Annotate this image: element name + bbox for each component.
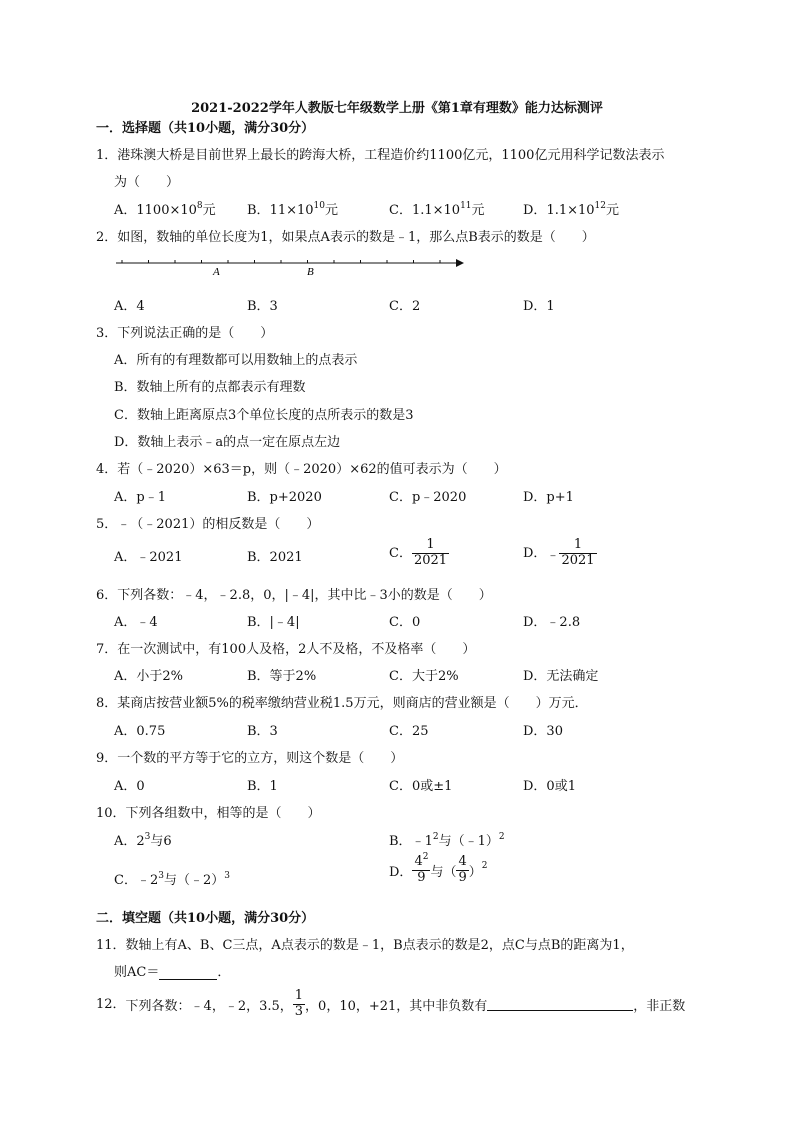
question-number: 5． — [96, 517, 118, 532]
option-c: C．0或±1 — [389, 779, 453, 794]
question-1 — [96, 144, 664, 163]
option-c: C．大于2% — [389, 669, 459, 684]
question-text: 在一次测试中，有100人及格，2人不及格，不及格率（ ） — [117, 642, 476, 657]
question-number: 10． — [96, 806, 126, 821]
question-text: 如图，数轴的单位长度为1，如果点A表示的数是﹣1，那么点B表示的数是（ ） — [117, 230, 595, 245]
question-number: 8． — [96, 696, 118, 711]
question-text: 数轴上有A、B、C三点，A点表示的数是﹣1，B点表示的数是2，点C与点B的距离为1， — [125, 938, 634, 953]
question-number: 12． — [96, 996, 126, 1012]
page-title: 2021-2022学年人教版七年级数学上册《第1章有理数》能力达标测评 — [191, 101, 603, 116]
option-c: C．0 — [389, 615, 421, 630]
section-heading-choice: 一．选择题（共10小题，满分30分） — [96, 121, 315, 136]
option-b: B．1 — [247, 779, 278, 794]
point-b-label: B — [307, 266, 314, 278]
number-line-figure — [112, 252, 466, 278]
option-d: D． $\frac{4^2}{9}$ 与（ $\frac{4}{9}$ ）$^2$ — [389, 852, 488, 885]
question-1-continuation: 为（ ） — [114, 175, 180, 190]
option-c: C．2 — [389, 299, 421, 314]
option-d: D．﹣ $\frac{1}{2021}$ — [523, 537, 595, 568]
question-number: 1． — [96, 148, 118, 163]
option-b: B．2021 — [247, 550, 303, 565]
question-8 — [96, 692, 588, 711]
question-text: 下列各数：﹣4，﹣2.8，0，|﹣4|，其中比﹣3小的数是（ ） — [117, 588, 492, 603]
option-a: A．﹣4 — [114, 615, 158, 630]
question-text: 若（﹣2020）×63＝p，则（﹣2020）×62的值可表示为（ ） — [117, 462, 507, 477]
option-c: C．数轴上距离原点3个单位长度的点所表示的数是3 — [114, 408, 414, 423]
option-d: D．无法确定 — [523, 669, 599, 684]
option-d: D．数轴上表示﹣a的点一定在原点左边 — [114, 435, 341, 450]
question-5 — [96, 513, 319, 532]
option-b: B．数轴上所有的点都表示有理数 — [114, 380, 306, 395]
fraction: $\frac{4^2}{9}$ — [414, 852, 429, 885]
option-a: A．0 — [114, 779, 145, 794]
question-11-continuation: 则AC＝ ． — [114, 965, 231, 980]
option-a: A．4 — [114, 299, 145, 314]
option-c: C．$﹣2^3$与（﹣2）$^3$ — [114, 871, 230, 888]
question-6 — [96, 584, 492, 603]
option-d: D．$1.1\times 10^{12}$元 — [523, 201, 620, 218]
fraction: $\frac{1}{3}$ — [294, 988, 304, 1019]
question-number: 11． — [96, 938, 126, 953]
question-text: 一个数的平方等于它的立方，则这个数是（ ） — [117, 751, 404, 766]
option-c: C． $\frac{1}{2021}$ — [389, 537, 448, 568]
number-line-arrow — [456, 259, 464, 267]
fraction: $\frac{1}{2021}$ — [413, 537, 448, 568]
option-a: A．小于2% — [114, 669, 184, 684]
option-d: D．1 — [523, 299, 555, 314]
question-number: 3． — [96, 326, 118, 341]
question-text: 港珠澳大桥是目前世界上最长的跨海大桥，工程造价约1100亿元，1100亿元用科学记数法表示 — [117, 148, 665, 163]
question-9 — [96, 747, 403, 766]
question-10 — [96, 802, 321, 821]
option-b: B．等于2% — [247, 669, 317, 684]
option-a: A．$2^3$与6 — [114, 832, 172, 849]
fraction: $\frac{1}{2021}$ — [561, 537, 595, 568]
question-3 — [96, 322, 273, 341]
option-d: D．0或1 — [523, 779, 576, 794]
point-a-label: A — [213, 266, 220, 278]
option-b: B．|﹣4| — [247, 615, 300, 630]
section-heading-fill: 二．填空题（共10小题，满分30分） — [96, 911, 315, 926]
option-b: B．$11\times 10^{10}$元 — [247, 201, 339, 218]
option-c: C．25 — [389, 724, 429, 739]
option-b: B．p+2020 — [247, 490, 322, 505]
question-2 — [96, 226, 595, 245]
option-d: D．﹣2.8 — [523, 615, 581, 630]
option-a: A．p﹣1 — [114, 490, 166, 505]
option-a: A．所有的有理数都可以用数轴上的点表示 — [114, 353, 358, 368]
option-b: B．$﹣1^2$与（﹣1）$^2$ — [389, 832, 505, 849]
question-number: 2． — [96, 230, 118, 245]
question-number: 4． — [96, 462, 118, 477]
answer-blank[interactable] — [159, 967, 217, 980]
question-text: 下列说法正确的是（ ） — [117, 326, 274, 341]
question-7 — [96, 638, 475, 657]
option-b: B．3 — [247, 299, 278, 314]
option-a: A．0.75 — [114, 724, 166, 739]
option-a: A．﹣2021 — [114, 550, 183, 565]
question-text: 下列各组数中，相等的是（ ） — [125, 806, 321, 821]
option-c: C．p﹣2020 — [389, 490, 467, 505]
question-4 — [96, 458, 507, 477]
option-d: D．30 — [523, 724, 563, 739]
question-number: 9． — [96, 751, 118, 766]
question-text: 某商店按营业额5%的税率缴纳营业税1.5万元，则商店的营业额是（ ）万元． — [117, 696, 588, 711]
question-12: 12．下列各数：﹣4，﹣2，3.5， $\frac{1}{3}$ ，0，10，+21，其中非负数有 ，非正数 — [96, 988, 686, 1019]
answer-blank[interactable] — [487, 998, 633, 1011]
option-a: A．$1100\times 10^8$元 — [114, 201, 216, 218]
question-number: 6． — [96, 588, 118, 603]
option-b: B．3 — [247, 724, 278, 739]
fraction: $\frac{4}{9}$ — [458, 854, 467, 885]
question-text: ﹣（﹣2021）的相反数是（ ） — [117, 517, 320, 532]
question-number: 7． — [96, 642, 118, 657]
question-11 — [96, 934, 634, 953]
option-d: D．p+1 — [523, 490, 574, 505]
option-c: C．$1.1\times 10^{11}$元 — [389, 201, 485, 218]
